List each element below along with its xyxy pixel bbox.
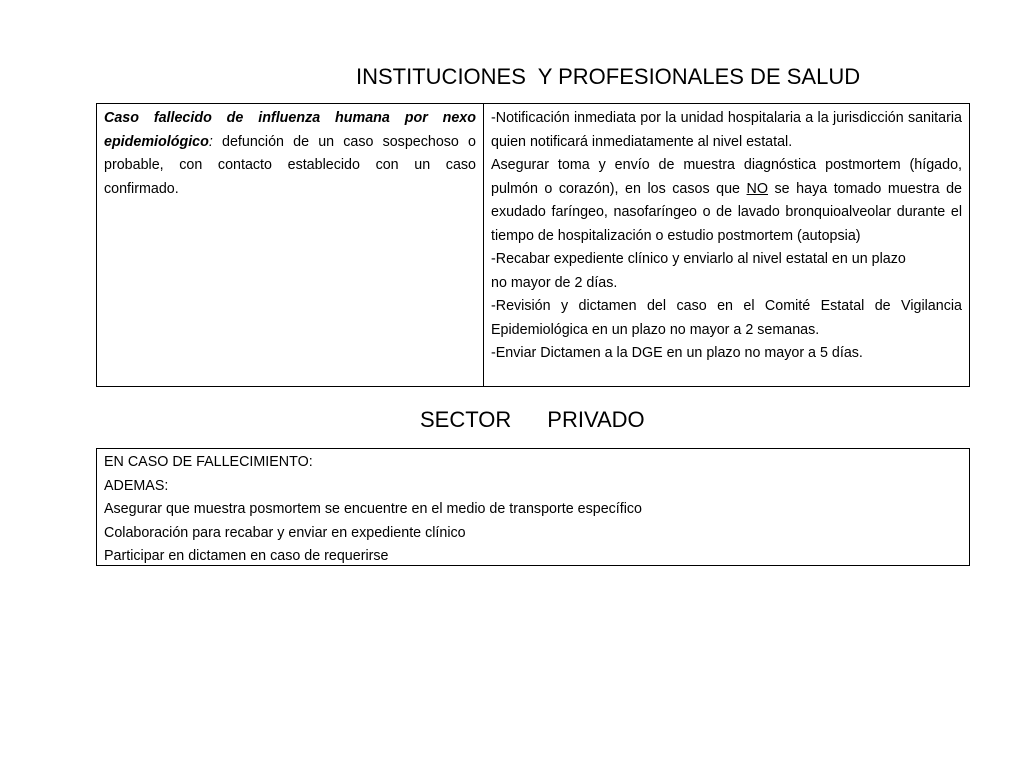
case-definition-cell: [97, 104, 484, 386]
private-sector-line: Colaboración para recabar y enviar en expediente clínico: [104, 524, 466, 541]
action-record-line-2: no mayor de 2 días.: [491, 274, 618, 291]
case-definition-term: Caso fallecido de influenza humana por nexo epidemiológico: [104, 110, 476, 150]
action-notification: -Notificación inmediata por la unidad hospitalaria a la jurisdicción sanitaria quien notificará inmediatamente al nivel estatal.: [491, 110, 962, 150]
action-record-line-1: -Recabar expediente clínico y enviarlo al nivel estatal en un plazo: [491, 251, 906, 267]
section-title-word-2: PRIVADO: [547, 407, 645, 432]
private-sector-box: [96, 448, 970, 566]
case-definition-colon: :: [208, 133, 213, 150]
action-review: -Revisión y dictamen del caso en el Comité Estatal de Vigilancia Epidemiológica en un plazo no mayor a 2 semanas.: [491, 298, 962, 338]
action-sample-collection: [491, 154, 962, 248]
action-send-verdict: -Enviar Dictamen a la DGE en un plazo no mayor a 5 días.: [491, 345, 863, 361]
actions-cell: [484, 104, 969, 386]
section-title-private-sector: [420, 407, 645, 433]
action-sample-text-before: Asegurar toma y envío de muestra diagnóstica postmortem (hígado, pulmón o corazón), en los casos que: [491, 157, 962, 197]
section-title-institutions: INSTITUCIONES Y PROFESIONALES DE SALUD: [356, 64, 861, 89]
institutions-table: [96, 103, 970, 387]
private-sector-line: Participar en dictamen en caso de requerirse: [104, 548, 389, 564]
private-sector-line: EN CASO DE FALLECIMIENTO:: [104, 454, 313, 470]
case-definition-body: defunción de un caso sospechoso o probable, con contacto establecido con un caso confirmado.: [104, 133, 476, 197]
private-sector-line: ADEMAS:: [104, 477, 169, 494]
section-title-word-1: SECTOR: [420, 407, 512, 432]
action-sample-text-after: se haya tomado muestra de exudado faríngeo, nasofaríngeo o de lavado bronquioalveolar durante el tiempo de hospitalización o estudio postmortem (autopsia): [491, 180, 962, 244]
private-sector-line: Asegurar que muestra posmortem se encuentre en el medio de transporte específico: [104, 501, 643, 517]
action-sample-emphasis: NO: [746, 180, 768, 197]
case-definition-text: [104, 107, 476, 201]
